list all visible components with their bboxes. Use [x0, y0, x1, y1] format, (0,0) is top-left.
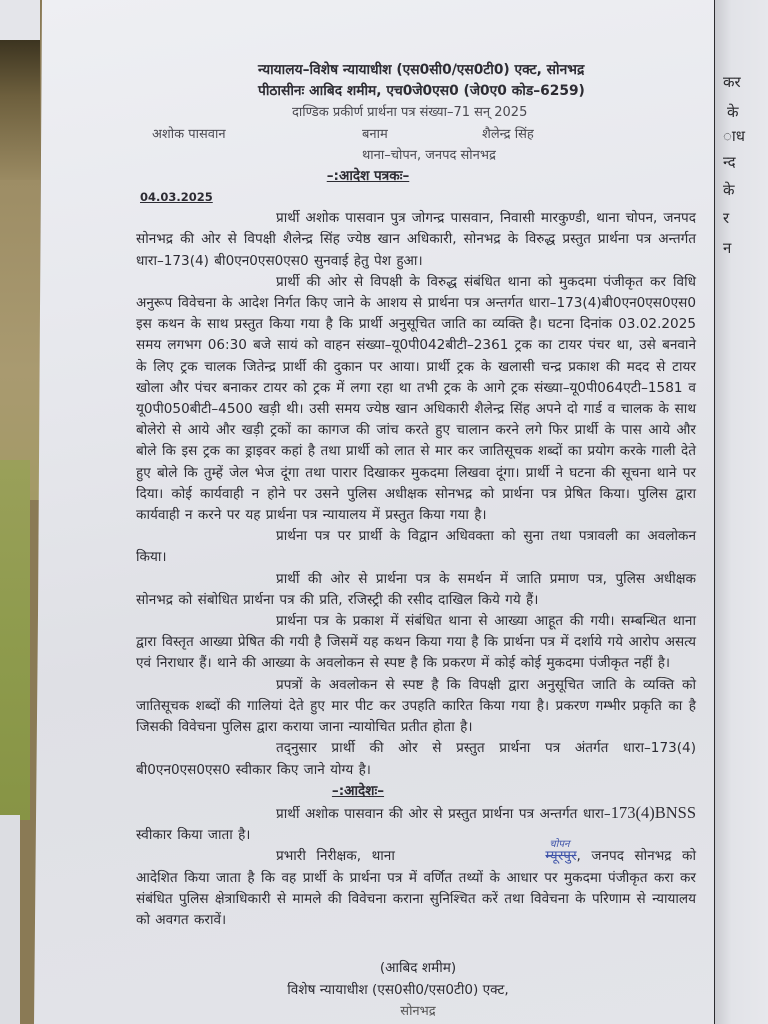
case-parties: [100, 124, 696, 145]
paragraph: तद्नुसार प्रार्थी की ओर से प्रस्तुत प्रार्थना पत्र अंतर्गत धारा–173(4) बी0एन0एस0एस0 स्वीकार किए जाने योग्य है।: [136, 740, 696, 778]
handwritten-correction: चोपन: [549, 839, 570, 851]
court-order-document: [100, 60, 696, 1023]
adjacent-fragment: र: [723, 209, 730, 227]
paragraph: प्रार्थी की ओर से विपक्षी के विरुद्ध संबंधित थाना को मुकदमा पंजीकृत कर विधि अनुरूप विवेचना के आदेश निर्गत किए जाने के आशय से प्रार्थना पत्र अन्तर्गत धारा–173(4)बी0एन0एस0एस0 इस कथन के साथ प्रस्तुत किया गया है कि प्रार्थी अनुसूचित जाति का व्यक्ति है। घटना दिनांक 03.02.2025 समय लगभग 06:30 बजे सायं को वाहन संख्या–यू0पी042बीटी–2361 ट्रक का टायर पंचर था, उसे बनवाने के लिए ट्रक चालक जितेन्द्र प्रार्थी की दुकान पर आया। प्रार्थी ट्रक के खलासी चन्द्र प्रकाश की मदद से टायर खोला और पंचर बनाकर टायर को ट्रक में लगा रहा था तभी ट्रक के आगे ट्रक संख्या–यू0पी064एटी–1581 व यू0पी050बीटी–4500 खड़ी थी। उसी समय ज्येष्ठ खान अधिकारी शैलेन्द्र सिंह अपने दो गार्ड व चालक के साथ बोलेरो से आये और खड़ी ट्रकों का कागज की जांच करते हुए चालान करने लगे फिर प्रार्थी के पास आये और बोले कि इस ट्रक का ड्राइवर कहां है तथा प्रार्थी को लात से मार कर जातिसूचक शब्दों का प्रयोग करके गाली देते हुए बोले कि तुम्हें जेल भेज दूंगा तथा पारार दिखाकर मुकदमा लिखवा दूंगा। प्रार्थी ने घटना की सूचना थाने पर दिया। कोई कार्यवाही न होने पर उसने पुलिस अधीक्षक सोनभद्र को प्रार्थना पत्र प्रेषित किया। पुलिस द्वारा कार्यवाही न करने पर यह प्रार्थना पत्र न्यायालय में प्रस्तुत किया गया है।: [136, 273, 696, 524]
case-number: दाण्डिक प्रकीर्ण प्रार्थना पत्र संख्या–71 सन् 2025: [292, 105, 528, 121]
order-paragraph-2: [100, 839, 696, 931]
opposite-party-name: शैलेन्द्र सिंह: [482, 126, 534, 142]
order-date: 04.03.2025: [140, 190, 213, 205]
struck-station-name: म्यूरपुर: [545, 848, 577, 865]
versus-label: बनाम: [362, 126, 388, 142]
order-sheet-title: –:आदेश पत्रकः–: [326, 167, 410, 184]
order-paragraph-1: [100, 802, 696, 846]
adjacent-fragment: के: [727, 103, 739, 121]
order-heading: –:आदेशः–: [331, 782, 385, 799]
adjacent-fragment: के: [723, 181, 735, 199]
section-reference: 173(4)BNSS: [610, 802, 696, 822]
background-top-paper: [0, 0, 40, 40]
order-text: स्वीकार किया जाता है।: [136, 827, 251, 844]
paragraph: प्रार्थी अशोक पासवान पुत्र जोगन्द्र पासवान, निवासी मारकुण्डी, थाना चोपन, जनपद सोनभद्र की ओर से विपक्षी शैलेन्द्र सिंह ज्येष्ठ खान अधिकारी, सोनभद्र के विरुद्ध प्रस्तुत प्रार्थना पत्र अन्तर्गत धारा–173(4) बी0एन0एस0एस0 सुनवाई हेतु पेश हुआ।: [136, 210, 696, 269]
paragraph: प्रार्थना पत्र पर प्रार्थी के विद्वान अधिवक्ता को सुना तथा पत्रावली का अवलोकन किया।: [136, 528, 696, 566]
judge-name: (आबिद शमीम): [379, 960, 457, 977]
adjacent-fragment: ाध: [723, 127, 746, 145]
paragraph: प्रार्थी की ओर से प्रार्थना पत्र के समर्थन में जाति प्रमाण पत्र, पुलिस अधीक्षक सोनभद्र को संबोधित प्रार्थना पत्र की प्रति, रजिस्ट्री की रसीद दाखिल किये गये हैं।: [136, 570, 696, 608]
background-wood-lower: [0, 180, 40, 500]
signature-block: [100, 957, 696, 1023]
paragraph: प्रार्थना पत्र के प्रकाश में संबंधित थाना से आख्या आहूत की गयी। सम्बन्धित थाना द्वारा विस्तृत आख्या प्रेषित की गयी है जिसमें यह कथन किया गया है कि प्रार्थना पत्र में दर्शाये गये आरोप असत्य एवं निराधार हैं। थाने की आख्या के अवलोकन से स्पष्ट है कि प्रकरण में कोई कोई मुकदमा पंजीकृत नहीं है।: [136, 613, 696, 672]
adjacent-page: [713, 0, 768, 1024]
adjacent-fragment: कर: [723, 73, 741, 91]
background-green-surface: [0, 460, 30, 820]
court-name: न्यायालय–विशेष न्यायाधीश (एस0सी0/एस0टी0) एक्ट, सोनभद्र: [258, 62, 585, 78]
presiding-officer: पीठासीनः आबिद शमीम, एच0जे0एस0 (जे0ए0 कोड–6259): [258, 83, 585, 100]
police-station: थाना–चोपन, जनपद सोनभद्र: [362, 147, 496, 163]
background-lower-paper: [0, 815, 20, 1024]
order-text: , जनपद सोनभद्र को आदेशित किया जाता है कि वह प्रार्थी के प्रार्थना पत्र में वर्णित तथ्यों के आधार पर मुकदमा पंजीकृत करा कर संबंधित पुलिस क्षेत्राधिकारी से मामले की विवेचना कराना सुनिश्चित करें तथा विवेचना के परिणाम से न्यायालय को अवगत करावें।: [136, 848, 696, 928]
adjacent-fragment: न: [723, 239, 732, 257]
order-text: प्रार्थी अशोक पासवान की ओर से प्रस्तुत प्रार्थना पत्र अन्तर्गत धारा–: [276, 805, 611, 822]
applicant-name: अशोक पासवान: [152, 126, 226, 142]
order-text: प्रभारी निरीक्षक, थाना: [276, 848, 406, 865]
adjacent-fragment: न्द: [723, 153, 736, 171]
background-wood: [0, 40, 40, 180]
judge-designation: विशेष न्यायाधीश (एस0सी0/एस0टी0) एक्ट,: [287, 982, 509, 999]
court-location: सोनभद्र: [400, 1004, 436, 1020]
paragraph: प्रपत्रों के अवलोकन से स्पष्ट है कि विपक्षी द्वारा अनुसूचित जाति के व्यक्ति को जातिसूचक शब्दों की गालियां देते हुए मार पीट कर उपहति कारित किया गया है। प्रकरण गम्भीर प्रकृति का है जिसकी विवेचना पुलिस द्वारा कराया जाना न्यायोचित प्रतीत होता है।: [136, 676, 696, 736]
